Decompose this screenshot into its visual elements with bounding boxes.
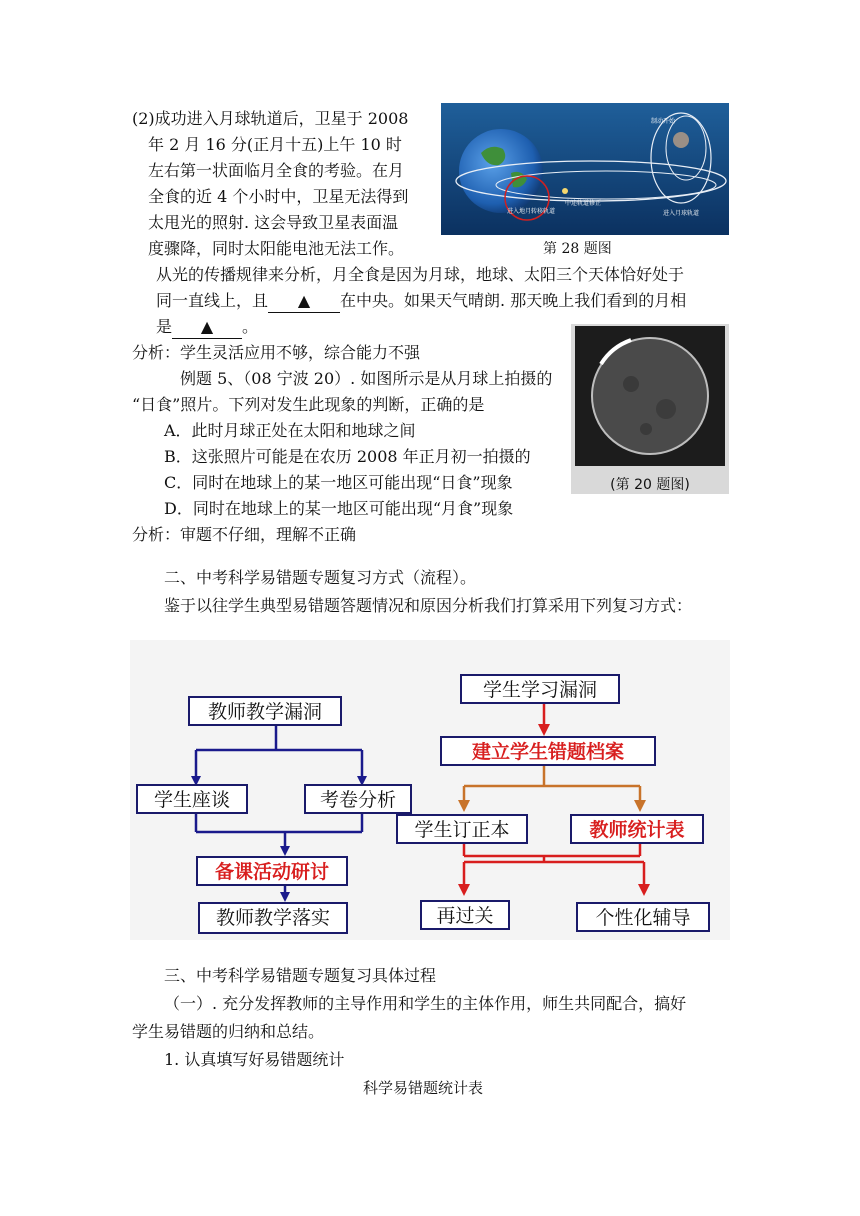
section2-intro: 鉴于以往学生典型易错题答题情况和原因分析我们打算采用下列复习方式： bbox=[164, 596, 693, 615]
option-a: A．此时月球正处在太阳和地球之间 bbox=[164, 421, 416, 440]
flow-teaching-practice: 教师教学落实 bbox=[198, 902, 348, 934]
section2-heading: 二、中考科学易错题专题复习方式（流程）。 bbox=[164, 568, 477, 587]
section3-heading: 三、中考科学易错题专题复习具体过程 bbox=[164, 966, 437, 985]
option-d: D．同时在地球上的某一地区可能出现“月食”现象 bbox=[164, 499, 514, 518]
answer-blank-2: ▲ bbox=[172, 316, 242, 339]
flow-tutoring: 个性化辅导 bbox=[576, 902, 710, 932]
q2-line-9-pre: 是 bbox=[156, 317, 173, 336]
fig20-caption: (第 20 题图) bbox=[610, 477, 690, 493]
eclipse-photo bbox=[571, 324, 729, 494]
q2-line-4: 全食的近 4 个小时中，卫星无法得到 bbox=[148, 187, 409, 206]
q2-line-9 bbox=[156, 316, 258, 339]
q2-line-8-post: 在中央。如果天气晴朗. 那天晚上我们看到的月相 bbox=[340, 291, 687, 310]
orbit-figure bbox=[441, 103, 729, 235]
flow-teacher-stats: 教师统计表 bbox=[570, 814, 704, 844]
fig28-caption: 第 28 题图 bbox=[543, 241, 612, 257]
q2-line-1: (2)成功进入月球轨道后，卫星于 2008 bbox=[132, 109, 409, 128]
flow-teacher-gap: 教师教学漏洞 bbox=[188, 696, 342, 726]
q2-line-8-pre: 同一直线上，且 bbox=[156, 291, 269, 310]
label-lunar-orbit: 进入月球轨道 bbox=[663, 210, 700, 217]
label-brake: 制动开始 bbox=[651, 118, 676, 125]
section3-p1-line2: 学生易错题的归纳和总结。 bbox=[132, 1022, 325, 1041]
analysis-2: 分析：审题不仔细，理解不正确 bbox=[132, 525, 357, 544]
flow-paper-analysis: 考卷分析 bbox=[304, 784, 412, 814]
flowchart bbox=[130, 640, 730, 940]
analysis-1: 分析：学生灵活应用不够，综合能力不强 bbox=[132, 343, 421, 362]
flow-error-archive: 建立学生错题档案 bbox=[440, 736, 656, 766]
answer-blank-1: ▲ bbox=[268, 290, 340, 313]
flow-lesson-research: 备课活动研讨 bbox=[196, 856, 348, 886]
section3-p1-line1: （一）. 充分发挥教师的主导作用和学生的主体作用，师生共同配合，搞好 bbox=[164, 994, 687, 1013]
orbit-figure-image bbox=[441, 103, 729, 235]
q2-line-5: 太甩光的照射. 这会导致卫星表面温 bbox=[148, 213, 399, 232]
flow-student-talk: 学生座谈 bbox=[136, 784, 248, 814]
eclipse-photo-image bbox=[571, 324, 729, 494]
option-b: B．这张照片可能是在农历 2008 年正月初一拍摄的 bbox=[164, 447, 531, 466]
table-title: 科学易错题统计表 bbox=[363, 1079, 484, 1097]
q2-line-8 bbox=[156, 290, 686, 313]
label-midcourse: 中途轨道修正 bbox=[565, 200, 602, 207]
example5-line-1: 例题 5、（08 宁波 20）. 如图所示是从月球上拍摄的 bbox=[180, 369, 553, 388]
flow-retest: 再过关 bbox=[420, 900, 510, 930]
q2-line-3: 左右第一状面临月全食的考验。在月 bbox=[148, 161, 405, 180]
flow-correction-book: 学生订正本 bbox=[396, 814, 528, 844]
label-transfer-orbit: 进入地月转移轨道 bbox=[507, 208, 556, 215]
section3-item1: 1. 认真填写好易错题统计 bbox=[164, 1050, 345, 1069]
q2-line-2: 年 2 月 16 分(正月十五)上午 10 时 bbox=[148, 135, 402, 154]
flow-student-gap: 学生学习漏洞 bbox=[460, 674, 620, 704]
option-c: C．同时在地球上的某一地区可能出现“日食”现象 bbox=[164, 473, 513, 492]
q2-line-9-post: 。 bbox=[242, 317, 259, 336]
example5-line-2: “日食”照片。下列对发生此现象的判断，正确的是 bbox=[132, 395, 485, 414]
q2-line-7: 从光的传播规律来分析，月全食是因为月球，地球、太阳三个天体恰好处于 bbox=[156, 265, 685, 284]
q2-line-6: 度骤降，同时太阳能电池无法工作。 bbox=[148, 239, 405, 258]
